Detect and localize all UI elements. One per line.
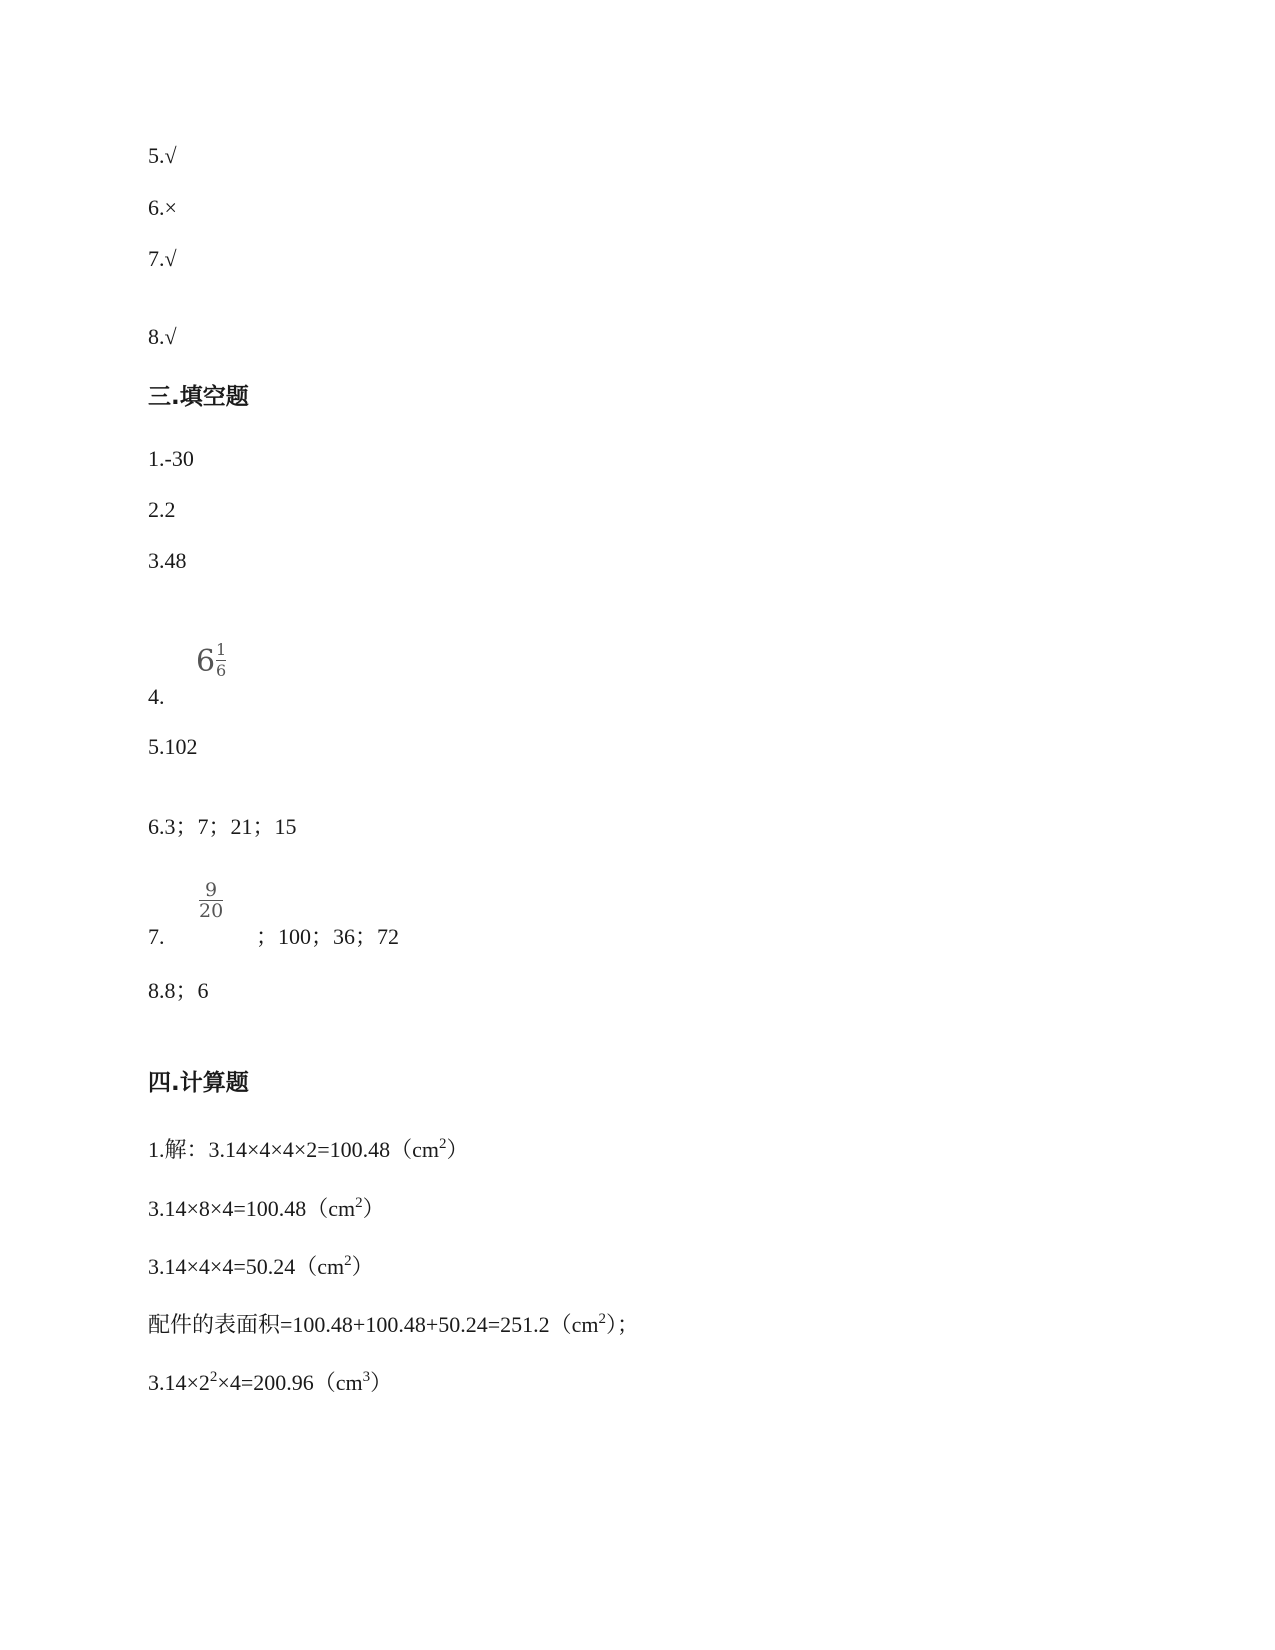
- calc-line: 配件的表面积$=100.48+100.48+50.24=251.2(cm^2)$；: [148, 1311, 640, 1337]
- section-heading: 四.计算题: [148, 1070, 249, 1096]
- calc-line: $3.14\times 4\times 4=50.24(cm^2)$: [148, 1253, 374, 1279]
- answer-line: 8.√: [148, 324, 177, 349]
- answer-line: 3.48: [148, 548, 187, 573]
- fraction-denominator: 20: [199, 900, 224, 922]
- fraction-denominator: 6: [216, 661, 227, 680]
- answer-line: 7.√: [148, 246, 177, 271]
- answer-line: 5.102: [148, 734, 198, 759]
- answer-line: 1.-30: [148, 446, 194, 471]
- mixed-fraction: [196, 640, 246, 692]
- section-heading: 三.填空题: [148, 384, 249, 410]
- answer-line: 5.√: [148, 143, 177, 168]
- calc-line: 1.解：$3.14\times 4\times 4\times 2=100.48(cm^2)$: [148, 1136, 469, 1162]
- fraction: [199, 880, 223, 921]
- fraction: [216, 640, 226, 681]
- answer-line: 6.3；7；21；15: [148, 814, 297, 839]
- calc-line: $3.14\times 2^2\times 4=200.96(cm^3)$: [148, 1369, 393, 1395]
- calc-line: $3.14\times 8\times 4=100.48(cm^2)$: [148, 1195, 385, 1221]
- fraction-whole: 6: [196, 644, 216, 679]
- answer-line: 4.: [148, 684, 165, 709]
- fraction-numerator: 1: [216, 640, 227, 659]
- answer-line: 8.8；6: [148, 978, 209, 1003]
- fraction-numerator: 9: [205, 879, 218, 901]
- answer-line: 2.2: [148, 497, 176, 522]
- answer-line: 7.: [148, 924, 165, 949]
- answer-line-tail: ；100；36；72: [256, 924, 400, 949]
- answer-line: 6.×: [148, 195, 177, 220]
